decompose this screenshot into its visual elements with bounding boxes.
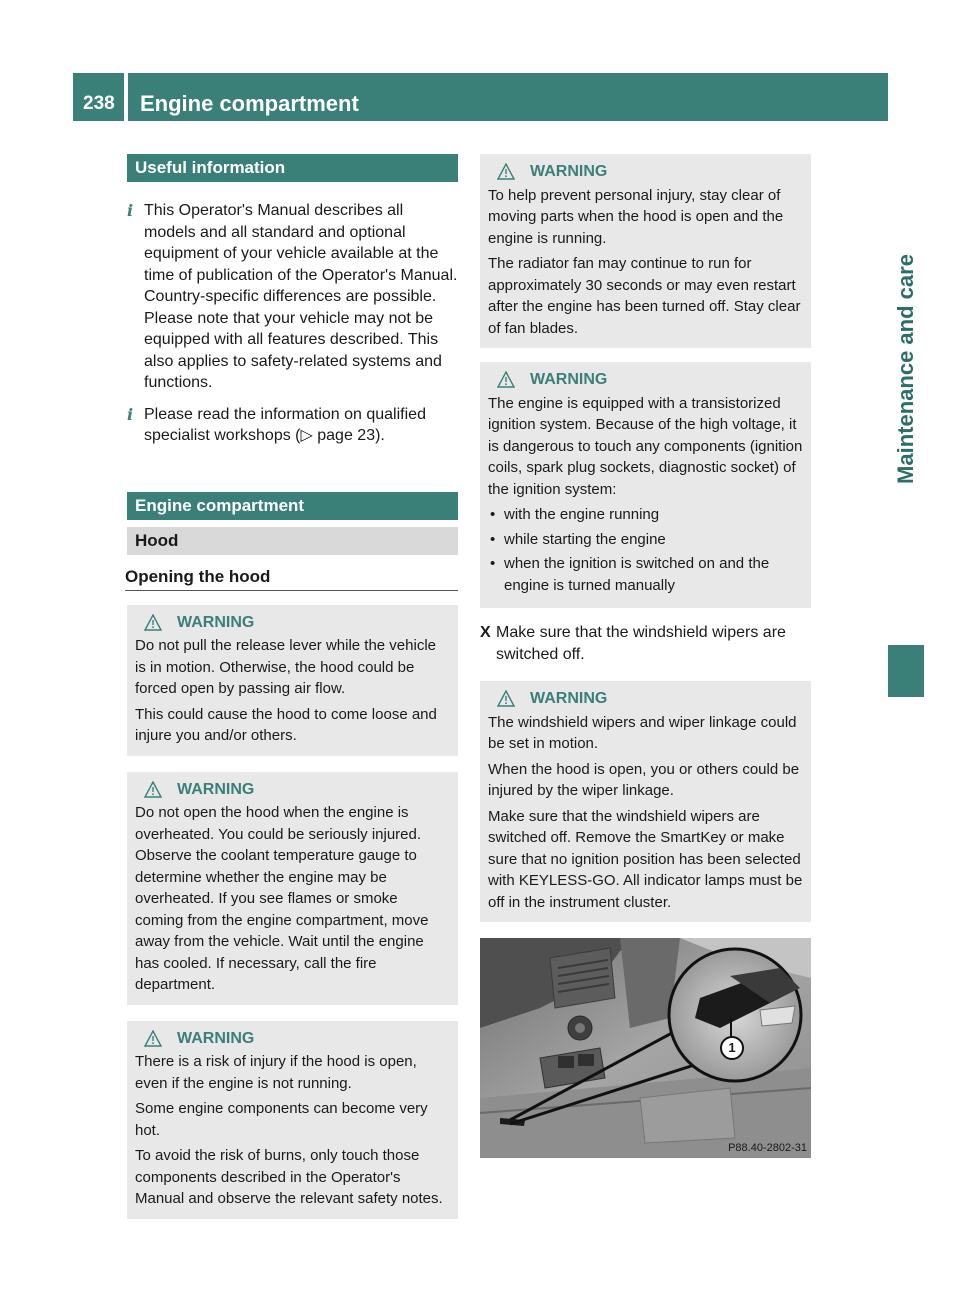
warning-box-wiper-linkage [480,681,811,922]
warning-text: To avoid the risk of burns, only touch those components described in the Operator's Manual and observe the relevant safety notes. [135,1147,443,1207]
bullet-item: • while starting the engine [488,529,803,551]
dashboard-illustration [480,938,811,1158]
warning-header [488,161,803,183]
bullet-item: • with the engine running [488,504,803,526]
side-tab-marker [888,645,924,697]
warning-label: WARNING [530,690,608,707]
bullet-item: • when the ignition is switched on and the engine is turned manually [488,553,803,596]
warning-header [135,779,450,801]
warning-text: The radiator fan may continue to run for approximately 30 seconds or may even restart after the engine has been turned off. Stay clear of fan blades. [488,255,801,337]
callout-marker: 1 [720,1036,744,1060]
warning-text: When the hood is open, you or others could be injured by the wiper linkage. [488,760,800,799]
warning-box-overheated [127,772,458,1005]
info-note-2-text: Please read the information on qualified specialist workshops (▷ page 23). [144,405,426,444]
hood-release-lever-figure [480,938,811,1158]
side-section-label: Maintenance and care [893,254,918,484]
warning-triangle-icon [144,781,162,798]
warning-label: WARNING [177,1029,255,1047]
warning-label: WARNING [177,780,255,798]
side-strip [888,121,924,641]
warning-text: The windshield wipers and wiper linkage could be set in motion. [488,713,797,752]
warning-text: There is a risk of injury if the hood is open, even if the engine is not running. [135,1053,417,1092]
engine-compartment-section-title: Engine compartment [127,492,458,520]
warning-header [488,688,803,710]
warning-text: Do not open the hood when the engine is overheated. You could be seriously injured. Observe the coolant temperature gauge to determine whether the engine may be overheated. If you see flames or smoke coming from the engine compartment, move away from the vehicle. Wait until the engine has cooled. If necessary, call the fire department. [135,804,429,993]
header-divider [124,73,128,121]
warning-box-moving-parts [480,154,811,348]
warning-header [135,1028,450,1050]
warning-header [135,612,450,634]
warning-triangle-icon [497,371,515,388]
info-note-1-text: This Operator's Manual describes all models and all standard and optional equipment of your vehicle available at the time of publication of the Operator's Manual. Country-specific differences are possible. Please note that your vehicle may not be equipped with all features described. This also applies to safety-related systems and functions. [144,202,458,391]
info-icon: i [127,201,134,220]
left-column [127,154,458,1219]
warning-label: WARNING [177,613,255,631]
warning-text: Make sure that the windshield wipers are switched off. Remove the SmartKey or make sure that no ignition position has been selected with KEYLESS-GO. All indicator lamps must be off in the instrument cluster. [488,807,803,911]
warning-text: Some engine components can become very hot. [135,1100,428,1139]
warning-text: This could cause the hood to come loose and injure you and/or others. [135,705,437,744]
warning-header [488,369,803,391]
info-note-2 [127,404,458,447]
warning-label: WARNING [530,371,608,388]
opening-the-hood-heading: Opening the hood [125,567,458,591]
page-title: Engine compartment [140,91,359,116]
warning-text: Do not pull the release lever while the vehicle is in motion. Otherwise, the hood could be forced open by passing air flow. [135,637,437,697]
warning-triangle-icon [144,614,162,631]
warning-text: The engine is equipped with a transistorized ignition system. Because of the high voltage, it is dangerous to touch any components (ignition coils, spark plug sockets, diagnostic socket) of the ignition system: [488,394,803,498]
warning-triangle-icon [497,163,515,180]
page-header [73,73,888,121]
warning-triangle-icon [497,690,515,707]
info-note-1 [127,200,458,394]
step-marker: X [480,624,491,641]
warning-box-ignition-system [480,362,811,608]
useful-information-title: Useful information [127,154,458,182]
figure-code: P88.40-2802-31 [728,1142,807,1154]
hood-subsection-title: Hood [127,527,458,555]
right-column [480,154,811,1158]
page-number: 238 [83,93,115,114]
warning-box-release-lever [127,605,458,756]
info-icon: i [127,404,134,424]
step-wipers-off [480,622,811,665]
step-text: Make sure that the windshield wipers are switched off. [496,624,786,663]
warning-box-hot-components [127,1021,458,1219]
warning-text: To help prevent personal injury, stay clear of moving parts when the hood is open and the engine is running. [488,186,784,247]
warning-label: WARNING [530,163,608,180]
warning-triangle-icon [144,1030,162,1047]
